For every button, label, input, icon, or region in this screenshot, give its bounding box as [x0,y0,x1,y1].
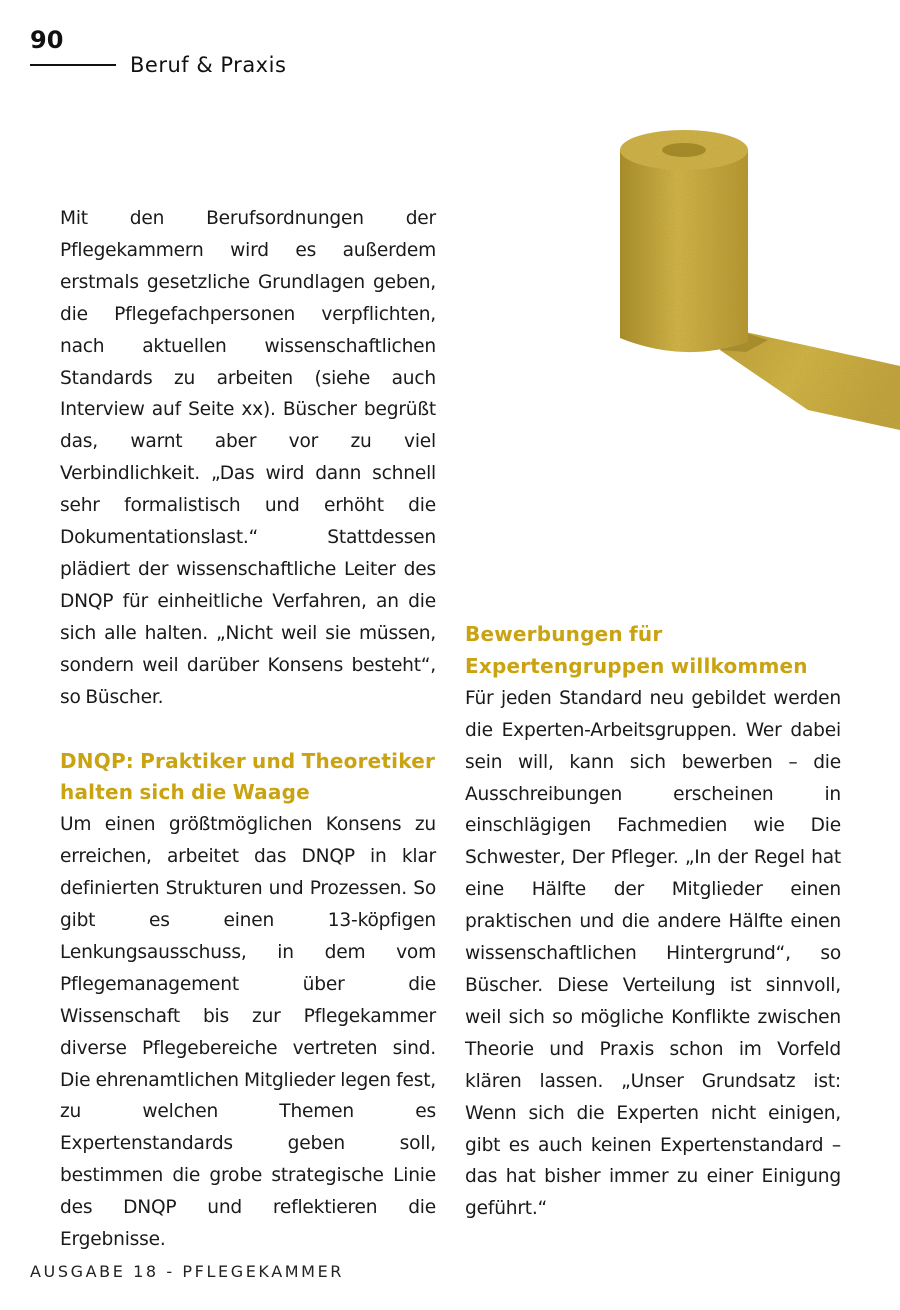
header-rule [30,64,116,66]
subheading-dnqp: DNQP: Praktiker und Theoretiker halten sich die Waage [60,748,436,805]
body-paragraph-dnqp: Um einen größtmöglichen Konsens zu erreichen, arbeitet das DNQP in klar definierten Strukturen und Prozessen. So gibt es einen 13-köpfigen Lenkungsausschuss, in dem vom Pflegemanagement über die Wissenschaft bis zur Pflegekammer diverse Pflegebereiche vertreten sind. Die ehrenamtlichen Mitglieder legen fest, zu welchen Themen es Expertenstandards geben soll, bestimmen die grobe strategische Linie des DNQP und reflektieren die Ergebnisse. [60,814,436,1251]
section-label: Beruf & Praxis [130,53,287,77]
page-number: 90 [30,26,64,54]
body-paragraph-bewerbungen: Für jeden Standard neu gebildet werden die Experten-Arbeitsgruppen. Wer dabei sein will, kann sich bewerben – die Ausschreibungen erscheinen in einschlägigen Fachmedien wie Die Schwester, Der Pfleger. „In der Regel hat eine Hälfte der Mitglieder einen praktischen und die andere Hälfte einen wissenschaftlichen Hintergrund“, so Büscher. Diese Verteilung ist sinnvoll, weil sich so mögliche Konflikte zwischen Theorie und Praxis schon im Vorfeld klären lassen. „Unser Grundsatz ist: Wenn sich die Experten nicht einigen, gibt es auch keinen Expertenstandard – das hat bisher immer zu einer Einigung geführt.“ [465,687,841,1220]
body-paragraph-intro: Mit den Berufsordnungen der Pflegekammern wird es außerdem erstmals gesetzliche Grundlagen geben, die Pflegefachpersonen verpflichten, nach aktuellen wissenschaftlichen Standards zu arbeiten (siehe auch Interview auf Seite xx). Büscher begrüßt das, warnt aber vor zu viel Verbindlichkeit. „Das wird dann schnell sehr formalistisch und erhöht die Dokumentationslast.“ Stattdessen plädiert der wissenschaftliche Leiter des DNQP für einheitliche Verfahren, an die sich alle halten. „Nicht weil sie müssen, sondern weil darüber Konsens besteht“, so Büscher. [60,208,436,708]
subheading-bewerbungen: Bewerbungen für Expertengruppen willkommen [465,622,808,678]
footer-issue-label: AUSGABE 18 - PFLEGEKAMMER [30,1262,345,1281]
left-column [60,203,436,1256]
yellow-tape-roll-icon [608,120,900,440]
right-column [465,619,841,1225]
